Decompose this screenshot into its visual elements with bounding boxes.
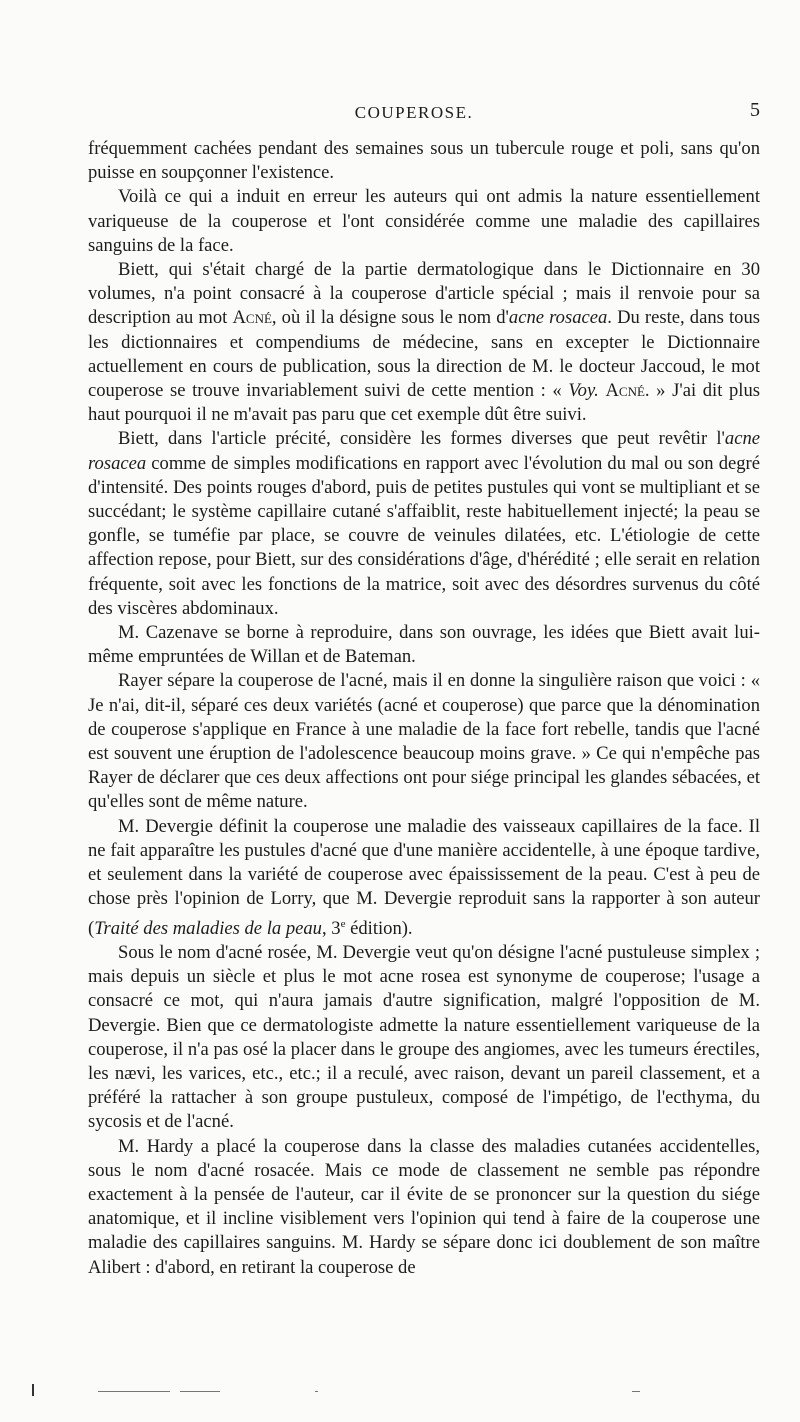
margin-dash — [98, 1391, 170, 1392]
text-run: Acné — [605, 380, 645, 402]
text-run: , où il la désigne sous le nom d' — [271, 307, 509, 329]
text-run: e — [340, 917, 346, 930]
margin-dot — [315, 1391, 318, 1392]
paragraph-2 — [88, 185, 760, 258]
paragraph-3 — [88, 258, 760, 427]
text-run: Voilà ce qui a induit en erreur les auteurs qui ont admis la nature essentiellement variqueuse de la couperose et l'ont considérée comme une maladie des capillaires sanguins de la face. — [88, 186, 760, 256]
text-run: . Du reste, dans tous les dictionnaires et compendiums de médecine, sans en excepter le Dictionnaire actuellement en cours de publication, sous la direction de M. le docteur Jaccoud, le mot couperose se trouve invariablement suivi de cette mention : « — [88, 307, 760, 402]
text-run: . » J'ai dit plus haut pourquoi il ne m'avait pas paru que cet exemple dût être suivi. — [88, 380, 760, 426]
text-run: Traité des maladies de la peau — [94, 917, 322, 939]
body-text — [88, 137, 760, 1280]
text-run: M. Cazenave se borne à reproduire, dans son ouvrage, les idées que Biett avait lui-même empruntées de Willan et de Bateman. — [88, 622, 760, 668]
paragraph-5 — [88, 621, 760, 669]
page-number: 5 — [750, 99, 760, 121]
paragraph-8 — [88, 941, 760, 1135]
text-run: Biett, dans l'article précité, considère les formes diverses que peut revêtir l' — [118, 428, 725, 450]
text-run: Biett, qui s'était chargé de la partie dermatologique dans le Dictionnaire en 30 volumes, n'a point consacré à la couperose d'article spécial ; mais il renvoie pour sa description au mot — [88, 259, 760, 329]
paragraph-6 — [88, 669, 760, 814]
paragraph-4 — [88, 427, 760, 621]
text-run: Acné — [232, 307, 272, 329]
text-run: acne rosacea — [88, 428, 760, 474]
margin-dot — [632, 1391, 640, 1392]
text-run: M. Hardy a placé la couperose dans la classe des maladies cutanées accidentelles, sous le nom d'acné rosacée. Mais ce mode de classement ne semble pas répondre exactement à la pensée de l'auteur, car il évite de se prononcer sur la question du siége anatomique, et il incline visiblement vers l'opinion qui tend à faire de la couperose une maladie des capillaires sanguins. M. Hardy se sépare donc ici doublement de son maître Alibert : d'abord, en retirant la couperose de — [88, 1135, 760, 1278]
paragraph-9 — [88, 1135, 760, 1280]
text-run: , 3 — [321, 917, 341, 939]
text-run: édition). — [345, 917, 413, 939]
paragraph-7 — [88, 815, 760, 941]
paragraph-1 — [88, 137, 760, 185]
text-run: fréquemment cachées pendant des semaines sous un tubercule rouge et poli, sans qu'on puisse en soupçonner l'existence. — [88, 138, 760, 184]
margin-tick — [32, 1384, 34, 1396]
running-title: COUPEROSE. — [354, 103, 474, 122]
text-run: Sous le nom d'acné rosée, M. Devergie veut qu'on désigne l'acné pustuleuse simplex ; mais depuis un siècle et plus le mot acne rosea est synonyme de couperose; l'usage a consacré ce mot, qui n'aura jamais d'autre signification, malgré l'opposition de M. Devergie. Bien que ce dermatologiste admette la nature essentiellement variqueuse de la couperose, il n'a pas osé la placer dans le groupe des angiomes, avec les tumeurs érectiles, les nævi, les varices, etc., etc.; il a reculé, avec raison, devant un pareil classement, et a préféré la rattacher à son groupe pustuleux, composé de l'impétigo, de l'ecthyma, du sycosis et de l'acné. — [88, 941, 760, 1133]
margin-dash — [180, 1391, 220, 1392]
scan-margin-marks — [30, 1384, 770, 1398]
text-run: Rayer sépare la couperose de l'acné, mais il en donne la singulière raison que voici : « Je n'ai, dit-il, séparé ces deux variétés (acné et couperose) que parce que la dénomination de couperose s'applique en France à une maladie de la face fort rebelle, tandis que l'acné est souvent une éruption de l'adolescence beaucoup moins grave. » Ce qui n'empêche pas Rayer de déclarer que ces deux affections ont pour siége principal les glandes sébacées, et qu'elles sont de même nature. — [88, 670, 760, 813]
text-run: Voy. — [568, 380, 599, 402]
page-header — [88, 99, 760, 133]
text-run: comme de simples modifications en rapport avec l'évolution du mal ou son degré d'intensité. Des points rouges d'abord, puis de petites pustules qui vont se multipliant et se succédant; le système capillaire cutané s'affaiblit, reste habituellement injecté; la peau se gonfle, se tuméfie par place, se couvre de veinules dilatées, etc. L'étiologie de cette affection repose, pour Biett, sur des considérations d'âge, d'hérédité ; elle serait en relation fréquente, soit avec les fonctions de la matrice, soit avec des désordres survenus du côté des viscères abdominaux. — [88, 452, 760, 619]
text-run: M. Devergie définit la couperose une maladie des vaisseaux capillaires de la face. Il ne fait apparaître les pustules d'acné que d'une manière accidentelle, à une époque tardive, et seulement dans la variété de couperose avec épaississement de la peau. C'est à peu de chose près l'opinion de Lorry, que M. Devergie reproduit sans la rapporter à son auteur ( — [88, 815, 760, 939]
text-run: acne rosacea — [508, 307, 608, 329]
